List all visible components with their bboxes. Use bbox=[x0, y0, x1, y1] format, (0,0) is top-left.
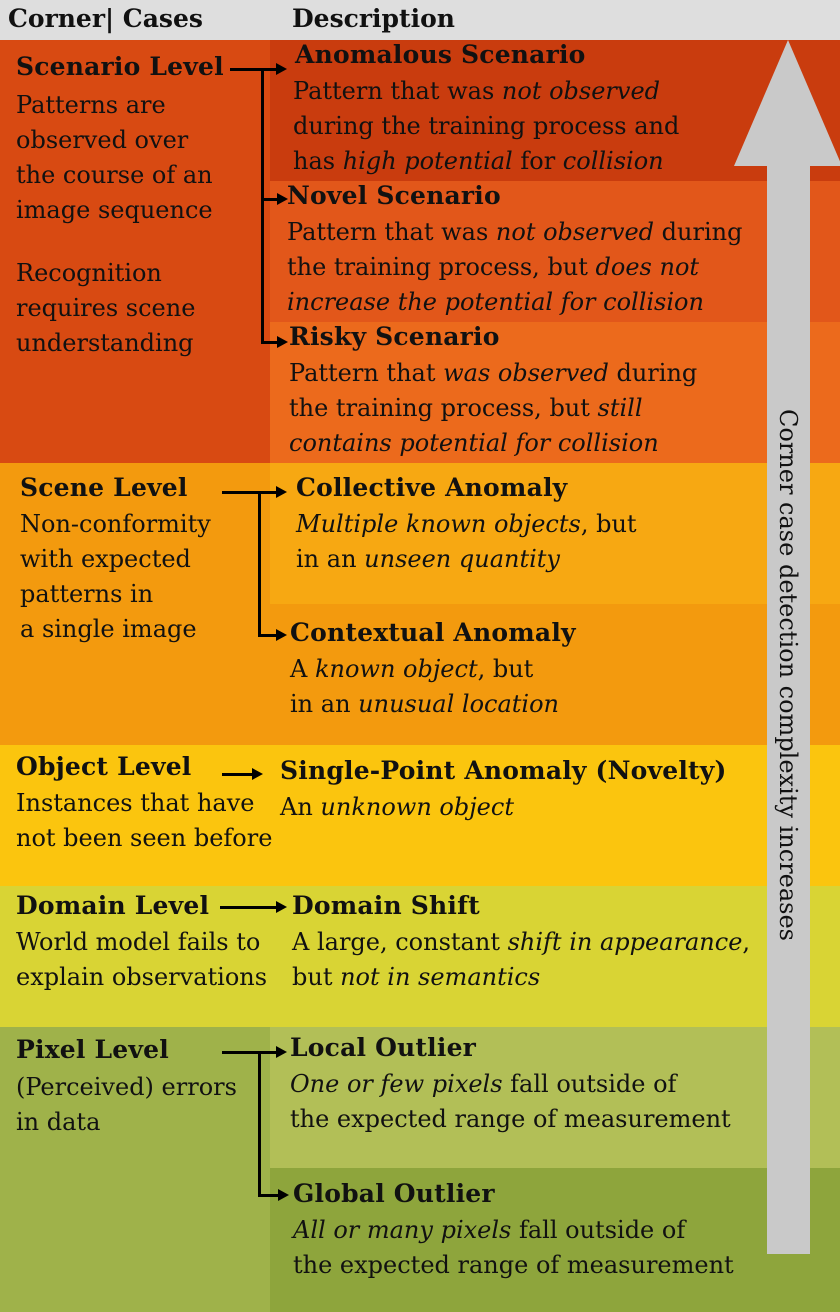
scene-arrowhead-1 bbox=[276, 486, 287, 498]
global-outlier-line-1: All or many pixels fall outside of bbox=[293, 1216, 686, 1244]
pixel-arrowhead-1 bbox=[276, 1046, 287, 1058]
risky-scenario-line-1: Pattern that was observed during bbox=[289, 359, 698, 387]
anomalous-scenario-line-3: has high potential for collision bbox=[293, 147, 664, 175]
description-column-header: Description bbox=[292, 4, 455, 33]
scenario-level-title: Scenario Level bbox=[16, 52, 224, 81]
scene-connector-h bbox=[222, 491, 278, 494]
pixel-level-desc-1: (Perceived) errors bbox=[16, 1073, 237, 1101]
collective-anomaly-line-1: Multiple known objects, but bbox=[296, 510, 637, 538]
domain-shift-title: Domain Shift bbox=[292, 891, 480, 920]
scenario-level-desc-4: image sequence bbox=[16, 196, 213, 224]
local-outlier-line-1: One or few pixels fall outside of bbox=[290, 1070, 677, 1098]
local-outlier-line-2: the expected range of measurement bbox=[290, 1105, 731, 1133]
novel-scenario-line-1: Pattern that was not observed during bbox=[287, 218, 743, 246]
scene-arrowhead-2 bbox=[276, 629, 287, 641]
collective-anomaly-title: Collective Anomaly bbox=[296, 473, 568, 502]
risky-scenario-line-2: the training process, but still bbox=[289, 394, 643, 422]
global-outlier-line-2: the expected range of measurement bbox=[293, 1251, 734, 1279]
pixel-connector-h bbox=[222, 1051, 278, 1054]
pixel-level-title: Pixel Level bbox=[16, 1035, 169, 1064]
scenario-connector-v bbox=[261, 68, 264, 344]
scenario-connector-h bbox=[230, 68, 278, 71]
scenario-level-desc-2: observed over bbox=[16, 126, 189, 154]
novel-scenario-title: Novel Scenario bbox=[287, 181, 501, 210]
contextual-anomaly-title: Contextual Anomaly bbox=[290, 618, 576, 647]
scene-level-desc-1: Non-conformity bbox=[20, 510, 211, 538]
object-level-desc-2: not been seen before bbox=[16, 824, 273, 852]
scene-level-title: Scene Level bbox=[20, 473, 188, 502]
object-level-desc-1: Instances that have bbox=[16, 789, 255, 817]
object-level-title: Object Level bbox=[16, 752, 192, 781]
object-connector-h bbox=[222, 773, 254, 776]
pixel-connector-h2 bbox=[258, 1194, 280, 1197]
pixel-arrowhead-2 bbox=[278, 1189, 289, 1201]
contextual-anomaly-line-1: A known object, but bbox=[290, 655, 534, 683]
complexity-arrow-head bbox=[734, 40, 840, 166]
scenario-level-desc-6: Recognition bbox=[16, 259, 162, 287]
anomalous-scenario-line-1: Pattern that was not observed bbox=[293, 77, 661, 105]
pixel-connector-v bbox=[258, 1051, 261, 1197]
contextual-anomaly-line-2: in an unusual location bbox=[290, 690, 560, 718]
scene-level-desc-3: patterns in bbox=[20, 580, 154, 608]
scenario-level-desc-7: requires scene bbox=[16, 294, 196, 322]
anomalous-scenario-title: Anomalous Scenario bbox=[295, 40, 586, 69]
domain-level-desc-2: explain observations bbox=[16, 963, 268, 991]
scenario-level-desc-8: understanding bbox=[16, 329, 194, 357]
corner-cases-column-header: Corner| Cases bbox=[8, 4, 203, 33]
domain-arrowhead bbox=[276, 901, 287, 913]
risky-scenario-title: Risky Scenario bbox=[289, 322, 500, 351]
domain-level-title: Domain Level bbox=[16, 891, 210, 920]
domain-shift-line-2: but not in semantics bbox=[292, 963, 541, 991]
scene-level-desc-4: a single image bbox=[20, 615, 197, 643]
global-outlier-title: Global Outlier bbox=[293, 1179, 495, 1208]
table-header bbox=[0, 0, 840, 40]
single-point-anomaly-title: Single-Point Anomaly (Novelty) bbox=[280, 756, 727, 785]
scene-connector-v bbox=[258, 491, 261, 637]
domain-connector-h bbox=[220, 906, 278, 909]
pixel-level-desc-2: in data bbox=[16, 1108, 101, 1136]
novel-scenario-line-2: the training process, but does not bbox=[287, 253, 700, 281]
scenario-arrowhead-3 bbox=[277, 336, 288, 348]
domain-shift-line-1: A large, constant shift in appearance, bbox=[292, 928, 751, 956]
scenario-level-desc-3: the course of an bbox=[16, 161, 213, 189]
anomalous-scenario-line-2: during the training process and bbox=[293, 112, 680, 140]
object-arrowhead bbox=[252, 768, 263, 780]
scenario-level-desc-1: Patterns are bbox=[16, 91, 166, 119]
complexity-arrow-label: Corner case detection complexity increases bbox=[774, 409, 802, 941]
scene-connector-h2 bbox=[258, 634, 278, 637]
risky-scenario-line-3: contains potential for collision bbox=[289, 429, 659, 457]
domain-level-desc-1: World model fails to bbox=[16, 928, 261, 956]
single-point-anomaly-line-1: An unknown object bbox=[280, 793, 514, 821]
scenario-arrowhead-1 bbox=[276, 63, 287, 75]
scene-level-desc-2: with expected bbox=[20, 545, 191, 573]
novel-scenario-line-3: increase the potential for collision bbox=[287, 288, 704, 316]
local-outlier-title: Local Outlier bbox=[290, 1033, 477, 1062]
collective-anomaly-line-2: in an unseen quantity bbox=[296, 545, 560, 573]
